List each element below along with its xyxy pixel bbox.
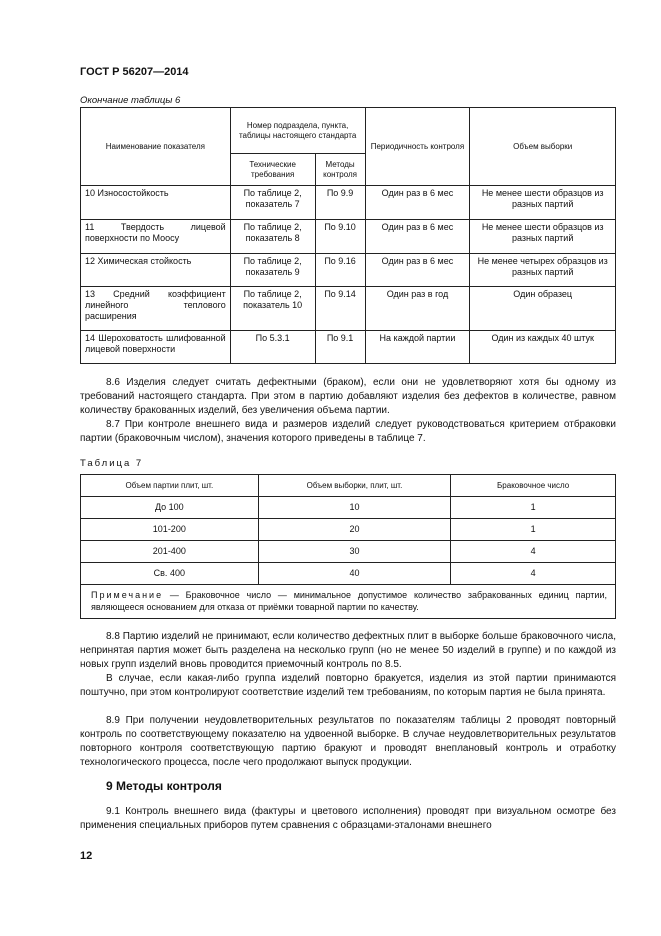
paragraph-8-6 [80, 376, 616, 418]
cell-sample: Не менее шести образцов из разных партий [470, 186, 616, 220]
paragraph-text: 9.1 Контроль внешнего вида (фактуры и цветового исполнения) проводят при визуальном осмотре без применения специальных приборов путем сравнения с образцами-эталонами внешнего [80, 806, 616, 831]
paragraph-8-8-continued [80, 672, 616, 700]
cell-methods: По 9.1 [315, 331, 365, 364]
cell-methods: По 9.9 [315, 186, 365, 220]
note-label: Примечание [91, 590, 164, 600]
table-row [81, 220, 616, 254]
cell-tech: По таблице 2, показатель 9 [230, 254, 315, 287]
cell-period: Один раз в год [365, 287, 470, 331]
cell-sample-size: 40 [258, 563, 451, 585]
cell-period: Один раз в 6 мес [365, 220, 470, 254]
table7-note [81, 585, 616, 619]
cell-tech: По таблице 2, показатель 7 [230, 186, 315, 220]
page-number: 12 [80, 850, 93, 862]
cell-methods: По 9.14 [315, 287, 365, 331]
table6-caption: Окончание таблицы 6 [80, 95, 181, 106]
cell-tech: По 5.3.1 [230, 331, 315, 364]
cell-name: 14 Шероховатость шлифованной лицевой поверхности [81, 331, 231, 364]
cell-reject-number: 1 [451, 497, 616, 519]
cell-lot-size: Св. 400 [81, 563, 259, 585]
cell-sample: Один образец [470, 287, 616, 331]
header-name: Наименование показателя [81, 108, 231, 186]
table-row [81, 331, 616, 364]
header-period: Периодичность контроля [365, 108, 470, 186]
paragraph-text: 8.8 Партию изделий не принимают, если количество дефектных плит в выборке больше браковочного числа, непринятая партия может быть разделена на несколько групп (но не менее 50 изделий в группе) и по каждой из новых групп изделий вновь проводится приемочный контроль по 8.5. [80, 631, 616, 670]
cell-tech: По таблице 2, показатель 8 [230, 220, 315, 254]
header-lot-size: Объем партии плит, шт. [81, 475, 259, 497]
cell-sample: Не менее шести образцов из разных партий [470, 220, 616, 254]
header-group: Номер подраздела, пункта, таблицы настоящего стандарта [230, 108, 365, 154]
cell-sample: Не менее четырех образцов из разных партий [470, 254, 616, 287]
table-row [81, 519, 616, 541]
note-text: — Браковочное число — минимальное допустимое количество забракованных единиц партии, являющееся основанием для отказа от приёмки товарной партии по качеству. [91, 590, 607, 612]
paragraph-text: В случае, если какая-либо группа изделий повторно бракуется, изделия из этой партии принимаются поштучно, при этом контролируют соответствие изделий тем требованиям, по которым партия не была принята. [80, 673, 616, 698]
header-sample: Объем выборки [470, 108, 616, 186]
table-row [81, 497, 616, 519]
header-tech: Технические требования [230, 154, 315, 186]
header-sample-size: Объем выборки, плит, шт. [258, 475, 451, 497]
cell-lot-size: До 100 [81, 497, 259, 519]
cell-tech: По таблице 2, показатель 10 [230, 287, 315, 331]
cell-reject-number: 4 [451, 563, 616, 585]
paragraph-text: 8.6 Изделия следует считать дефектными (браком), если они не удовлетворяют хотя бы одному из требований настоящего стандарта. При этом в партию добавляют изделия без дефектов в количестве, равном количеству бракованных изделий, без увеличения объема партии. [80, 377, 616, 416]
cell-sample-size: 10 [258, 497, 451, 519]
cell-lot-size: 101-200 [81, 519, 259, 541]
table-row [81, 254, 616, 287]
table-7 [80, 474, 616, 619]
cell-name: 12 Химическая стойкость [81, 254, 231, 287]
table-row [81, 186, 616, 220]
paragraph-9-1 [80, 805, 616, 833]
header-reject-number: Браковочное число [451, 475, 616, 497]
cell-reject-number: 4 [451, 541, 616, 563]
table-6 [80, 107, 616, 364]
table-row [81, 541, 616, 563]
paragraph-text: 8.9 При получении неудовлетворительных результатов по показателям таблицы 2 проводят повторный контроль по соответствующему показателю на удвоенной выборке. В случае неудовлетворительных результатов повторного контроля соответствующую партию бракуют и проводят внеплановый контроль и отработку технологического процесса, после чего продолжают выпуск продукции. [80, 715, 616, 768]
table-row [81, 563, 616, 585]
cell-period: На каждой партии [365, 331, 470, 364]
cell-lot-size: 201-400 [81, 541, 259, 563]
cell-name: 10 Износостойкость [81, 186, 231, 220]
paragraph-8-9 [80, 714, 616, 770]
section-title: 9 Методы контроля [106, 779, 222, 793]
cell-sample-size: 20 [258, 519, 451, 541]
paragraph-text: 8.7 При контроле внешнего вида и размеров изделий следует руководствоваться критерием отбраковки партии (браковочным числом), значения которого приведены в таблице 7. [80, 419, 616, 444]
document-header: ГОСТ Р 56207—2014 [80, 66, 189, 78]
table7-caption: Таблица 7 [80, 458, 144, 469]
cell-methods: По 9.10 [315, 220, 365, 254]
cell-period: Один раз в 6 мес [365, 254, 470, 287]
header-methods: Методы контроля [315, 154, 365, 186]
cell-methods: По 9.16 [315, 254, 365, 287]
cell-sample: Один из каждых 40 штук [470, 331, 616, 364]
cell-name: 11 Твердость лицевой поверхности по Моосу [81, 220, 231, 254]
cell-name: 13 Средний коэффициент линейного теплового расширения [81, 287, 231, 331]
cell-sample-size: 30 [258, 541, 451, 563]
paragraph-8-7 [80, 418, 616, 446]
cell-reject-number: 1 [451, 519, 616, 541]
table-row [81, 287, 616, 331]
cell-period: Один раз в 6 мес [365, 186, 470, 220]
paragraph-8-8 [80, 630, 616, 672]
